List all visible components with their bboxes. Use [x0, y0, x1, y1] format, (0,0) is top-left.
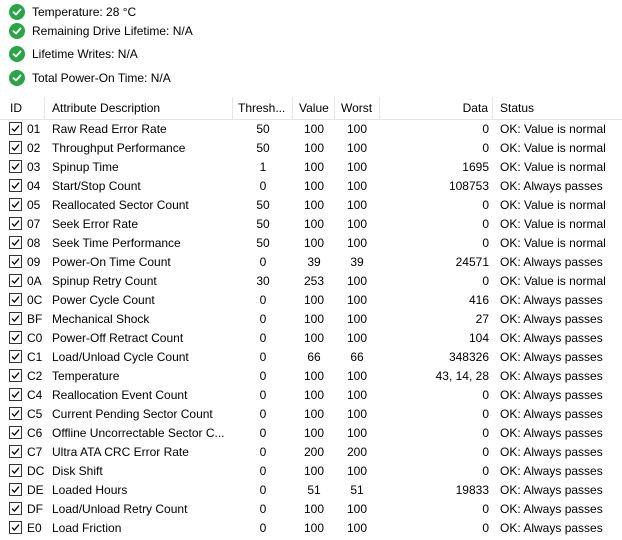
summary-label: Total Power-On Time: N/A [32, 71, 171, 85]
attribute-description: Load/Unload Retry Count [52, 502, 188, 516]
attribute-status: OK: Always passes [500, 179, 603, 193]
attribute-description: Seek Error Rate [52, 217, 139, 231]
attribute-status: OK: Always passes [500, 426, 603, 440]
attribute-threshold: 0 [259, 312, 267, 326]
attribute-id: 05 [27, 198, 41, 212]
attribute-status: OK: Value is normal [500, 141, 606, 155]
ok-check-icon [9, 46, 25, 62]
attribute-worst: 100 [346, 407, 368, 421]
attribute-worst: 100 [346, 369, 368, 383]
attribute-id: 01 [27, 122, 41, 136]
attribute-description: Temperature [52, 369, 120, 383]
checkmark-icon [11, 314, 20, 323]
attribute-checkbox[interactable] [9, 312, 22, 325]
attribute-status: OK: Always passes [500, 369, 603, 383]
attribute-threshold: 0 [259, 331, 267, 345]
attribute-data: 0 [482, 407, 489, 421]
attribute-threshold: 50 [256, 141, 270, 155]
attribute-id: DC [27, 464, 45, 478]
attribute-status: OK: Value is normal [500, 236, 606, 250]
attribute-checkbox[interactable] [9, 179, 22, 192]
checkmark-icon [11, 428, 20, 437]
attribute-description: Offline Uncorrectable Sector C... [52, 426, 225, 440]
attribute-value: 100 [303, 293, 325, 307]
attribute-worst: 200 [346, 445, 368, 459]
attribute-value: 100 [303, 141, 325, 155]
table-row[interactable] [0, 367, 622, 386]
attribute-worst: 100 [346, 274, 368, 288]
table-row[interactable] [0, 215, 622, 234]
attribute-threshold: 50 [256, 217, 270, 231]
attribute-data: 27 [475, 312, 489, 326]
table-row[interactable] [0, 139, 622, 158]
attribute-worst: 100 [346, 293, 368, 307]
column-divider[interactable] [334, 97, 335, 119]
attribute-threshold: 0 [259, 521, 267, 535]
ok-check-icon [9, 70, 25, 86]
attribute-worst: 100 [346, 122, 368, 136]
table-header [0, 97, 622, 120]
attribute-value: 66 [307, 350, 321, 364]
attribute-data: 0 [482, 198, 489, 212]
table-row[interactable] [0, 481, 622, 500]
table-row[interactable] [0, 424, 622, 443]
attribute-description: Disk Shift [52, 464, 103, 478]
table-row[interactable] [0, 272, 622, 291]
attribute-description: Load Friction [52, 521, 122, 535]
attribute-checkbox[interactable] [9, 274, 22, 287]
attribute-id: BF [27, 312, 43, 326]
attribute-worst: 100 [346, 521, 368, 535]
checkmark-icon [11, 371, 20, 380]
attribute-threshold: 30 [256, 274, 270, 288]
attribute-worst: 100 [346, 179, 368, 193]
attribute-checkbox[interactable] [9, 445, 22, 458]
attribute-status: OK: Value is normal [500, 122, 606, 136]
attribute-threshold: 50 [256, 198, 270, 212]
attribute-description: Start/Stop Count [52, 179, 141, 193]
attribute-worst: 100 [346, 388, 368, 402]
checkmark-icon [11, 162, 20, 171]
attribute-id: 03 [27, 160, 41, 174]
attribute-description: Throughput Performance [52, 141, 186, 155]
checkmark-icon [11, 466, 20, 475]
attribute-threshold: 0 [259, 255, 267, 269]
attribute-threshold: 0 [259, 293, 267, 307]
table-row[interactable] [0, 386, 622, 405]
attribute-description: Power Cycle Count [52, 293, 155, 307]
attribute-id: DF [27, 502, 43, 516]
attribute-checkbox[interactable] [9, 236, 22, 249]
attribute-description: Power-On Time Count [52, 255, 171, 269]
table-row[interactable] [0, 253, 622, 272]
attribute-checkbox[interactable] [9, 255, 22, 268]
attribute-status: OK: Always passes [500, 293, 603, 307]
attribute-worst: 100 [346, 464, 368, 478]
attribute-checkbox[interactable] [9, 502, 22, 515]
attribute-id: C5 [27, 407, 43, 421]
attribute-id: 07 [27, 217, 41, 231]
attribute-threshold: 0 [259, 179, 267, 193]
attribute-id: C0 [27, 331, 43, 345]
attribute-id: C1 [27, 350, 43, 364]
attribute-threshold: 50 [256, 236, 270, 250]
attribute-threshold: 0 [259, 502, 267, 516]
column-header-threshold[interactable]: Thresh... [238, 101, 286, 115]
attribute-status: OK: Always passes [500, 350, 603, 364]
table-row[interactable] [0, 329, 622, 348]
attribute-threshold: 0 [259, 350, 267, 364]
attribute-threshold: 1 [259, 160, 267, 174]
attribute-value: 51 [307, 483, 321, 497]
attribute-worst: 100 [346, 160, 368, 174]
checkmark-icon [11, 523, 20, 532]
attribute-status: OK: Always passes [500, 388, 603, 402]
column-header-description[interactable]: Attribute Description [52, 101, 161, 115]
checkmark-icon [11, 333, 20, 342]
attribute-value: 100 [303, 122, 325, 136]
attribute-worst: 100 [346, 426, 368, 440]
attribute-checkbox[interactable] [9, 521, 22, 534]
attribute-value: 253 [303, 274, 325, 288]
attribute-value: 100 [303, 160, 325, 174]
attribute-value: 100 [303, 217, 325, 231]
attribute-value: 100 [303, 331, 325, 345]
attribute-status: OK: Always passes [500, 502, 603, 516]
attribute-checkbox[interactable] [9, 160, 22, 173]
attribute-threshold: 0 [259, 464, 267, 478]
checkmark-icon [11, 276, 20, 285]
attribute-checkbox[interactable] [9, 122, 22, 135]
attribute-id: 0C [27, 293, 43, 307]
attribute-checkbox[interactable] [9, 483, 22, 496]
ok-check-icon [9, 23, 25, 39]
attribute-data: 0 [482, 445, 489, 459]
attribute-description: Ultra ATA CRC Error Rate [52, 445, 189, 459]
attribute-data: 0 [482, 122, 489, 136]
attribute-worst: 100 [346, 502, 368, 516]
attribute-status: OK: Always passes [500, 483, 603, 497]
health-summary [0, 0, 622, 96]
column-header-data[interactable]: Data [462, 101, 488, 115]
attribute-id: 09 [27, 255, 41, 269]
attribute-value: 100 [303, 179, 325, 193]
table-row[interactable] [0, 462, 622, 481]
attribute-description: Reallocation Event Count [52, 388, 188, 402]
checkmark-icon [11, 238, 20, 247]
attribute-threshold: 0 [259, 369, 267, 383]
attribute-description: Reallocated Sector Count [52, 198, 189, 212]
table-row[interactable] [0, 348, 622, 367]
attribute-value: 100 [303, 388, 325, 402]
attribute-data: 108753 [448, 179, 489, 193]
summary-label: Remaining Drive Lifetime: N/A [32, 24, 193, 38]
attribute-checkbox[interactable] [9, 293, 22, 306]
attribute-id: 0A [27, 274, 42, 288]
attribute-id: DE [27, 483, 44, 497]
column-header-worst[interactable]: Worst [341, 101, 373, 115]
attribute-value: 200 [303, 445, 325, 459]
attribute-id: C4 [27, 388, 43, 402]
attribute-threshold: 0 [259, 483, 267, 497]
attribute-status: OK: Value is normal [500, 160, 606, 174]
attribute-id: E0 [27, 521, 42, 535]
attribute-checkbox[interactable] [9, 217, 22, 230]
attribute-data: 43, 14, 28 [435, 369, 489, 383]
attribute-data: 416 [468, 293, 489, 307]
table-row[interactable] [0, 196, 622, 215]
table-row[interactable] [0, 120, 622, 139]
attribute-value: 100 [303, 312, 325, 326]
attribute-threshold: 50 [256, 122, 270, 136]
attribute-data: 0 [482, 502, 489, 516]
attribute-threshold: 0 [259, 388, 267, 402]
table-row[interactable] [0, 291, 622, 310]
attribute-worst: 100 [346, 217, 368, 231]
table-row[interactable] [0, 158, 622, 177]
attribute-value: 100 [303, 502, 325, 516]
attribute-data: 0 [482, 388, 489, 402]
attribute-id: C6 [27, 426, 43, 440]
attribute-checkbox[interactable] [9, 141, 22, 154]
checkmark-icon [11, 124, 20, 133]
attribute-checkbox[interactable] [9, 464, 22, 477]
attribute-status: OK: Always passes [500, 407, 603, 421]
attribute-status: OK: Always passes [500, 312, 603, 326]
checkmark-icon [11, 219, 20, 228]
attribute-status: OK: Always passes [500, 464, 603, 478]
attribute-value: 100 [303, 521, 325, 535]
attribute-data: 19833 [455, 483, 489, 497]
attribute-worst: 51 [350, 483, 364, 497]
attribute-status: OK: Value is normal [500, 274, 606, 288]
attribute-data: 0 [482, 217, 489, 231]
column-divider[interactable] [292, 97, 293, 119]
attribute-worst: 100 [346, 198, 368, 212]
attribute-status: OK: Always passes [500, 331, 603, 345]
attribute-data: 0 [482, 141, 489, 155]
attribute-checkbox[interactable] [9, 407, 22, 420]
attribute-value: 100 [303, 426, 325, 440]
attribute-description: Power-Off Retract Count [52, 331, 184, 345]
attribute-description: Spinup Time [52, 160, 119, 174]
attribute-checkbox[interactable] [9, 198, 22, 211]
attribute-value: 100 [303, 464, 325, 478]
attribute-checkbox[interactable] [9, 388, 22, 401]
attribute-checkbox[interactable] [9, 426, 22, 439]
attribute-value: 39 [307, 255, 321, 269]
table-row[interactable] [0, 177, 622, 196]
checkmark-icon [11, 409, 20, 418]
column-divider[interactable] [232, 97, 233, 119]
attribute-description: Spinup Retry Count [52, 274, 157, 288]
attribute-value: 100 [303, 198, 325, 212]
attribute-status: OK: Always passes [500, 255, 603, 269]
attribute-status: OK: Value is normal [500, 217, 606, 231]
checkmark-icon [11, 295, 20, 304]
checkmark-icon [11, 143, 20, 152]
attribute-data: 0 [482, 464, 489, 478]
column-header-status[interactable]: Status [500, 101, 535, 115]
attribute-id: 02 [27, 141, 41, 155]
table-row[interactable] [0, 500, 622, 519]
attribute-value: 100 [303, 369, 325, 383]
attribute-value: 100 [303, 236, 325, 250]
checkmark-icon [11, 352, 20, 361]
checkmark-icon [11, 257, 20, 266]
attribute-data: 0 [482, 274, 489, 288]
attribute-id: 08 [27, 236, 41, 250]
attribute-threshold: 0 [259, 426, 267, 440]
table-row[interactable] [0, 405, 622, 424]
table-row[interactable] [0, 443, 622, 462]
attribute-worst: 100 [346, 141, 368, 155]
table-row[interactable] [0, 310, 622, 329]
checkmark-icon [11, 504, 20, 513]
attribute-id: C2 [27, 369, 43, 383]
table-row[interactable] [0, 234, 622, 253]
attribute-threshold: 0 [259, 445, 267, 459]
attribute-description: Loaded Hours [52, 483, 128, 497]
attribute-description: Seek Time Performance [52, 236, 181, 250]
attribute-value: 100 [303, 407, 325, 421]
attribute-worst: 100 [346, 236, 368, 250]
attribute-status: OK: Always passes [500, 445, 603, 459]
smart-attributes-table [0, 97, 622, 540]
table-row[interactable] [0, 519, 622, 538]
attribute-worst: 100 [346, 312, 368, 326]
attribute-data: 348326 [448, 350, 489, 364]
ok-check-icon [9, 4, 25, 20]
attribute-id: C7 [27, 445, 43, 459]
attribute-description: Mechanical Shock [52, 312, 150, 326]
checkmark-icon [11, 200, 20, 209]
attribute-status: OK: Always passes [500, 521, 603, 535]
checkmark-icon [11, 485, 20, 494]
attribute-checkbox[interactable] [9, 350, 22, 363]
summary-label: Temperature: 28 °C [32, 5, 137, 19]
checkmark-icon [11, 390, 20, 399]
attribute-description: Load/Unload Cycle Count [52, 350, 189, 364]
attribute-description: Raw Read Error Rate [52, 122, 167, 136]
column-divider[interactable] [44, 97, 45, 119]
attribute-data: 0 [482, 236, 489, 250]
checkmark-icon [11, 447, 20, 456]
attribute-data: 104 [468, 331, 489, 345]
attribute-description: Current Pending Sector Count [52, 407, 213, 421]
attribute-data: 1695 [462, 160, 489, 174]
attribute-id: 04 [27, 179, 41, 193]
attribute-data: 0 [482, 426, 489, 440]
column-divider[interactable] [492, 97, 493, 119]
attribute-data: 24571 [455, 255, 489, 269]
attribute-status: OK: Value is normal [500, 198, 606, 212]
attribute-checkbox[interactable] [9, 369, 22, 382]
summary-label: Lifetime Writes: N/A [32, 47, 138, 61]
checkmark-icon [11, 181, 20, 190]
attribute-threshold: 0 [259, 407, 267, 421]
attribute-worst: 39 [350, 255, 364, 269]
column-header-value[interactable]: Value [299, 101, 329, 115]
attribute-data: 0 [482, 521, 489, 535]
attribute-checkbox[interactable] [9, 331, 22, 344]
attribute-worst: 100 [346, 331, 368, 345]
attribute-worst: 66 [350, 350, 364, 364]
column-header-id[interactable]: ID [10, 101, 22, 115]
